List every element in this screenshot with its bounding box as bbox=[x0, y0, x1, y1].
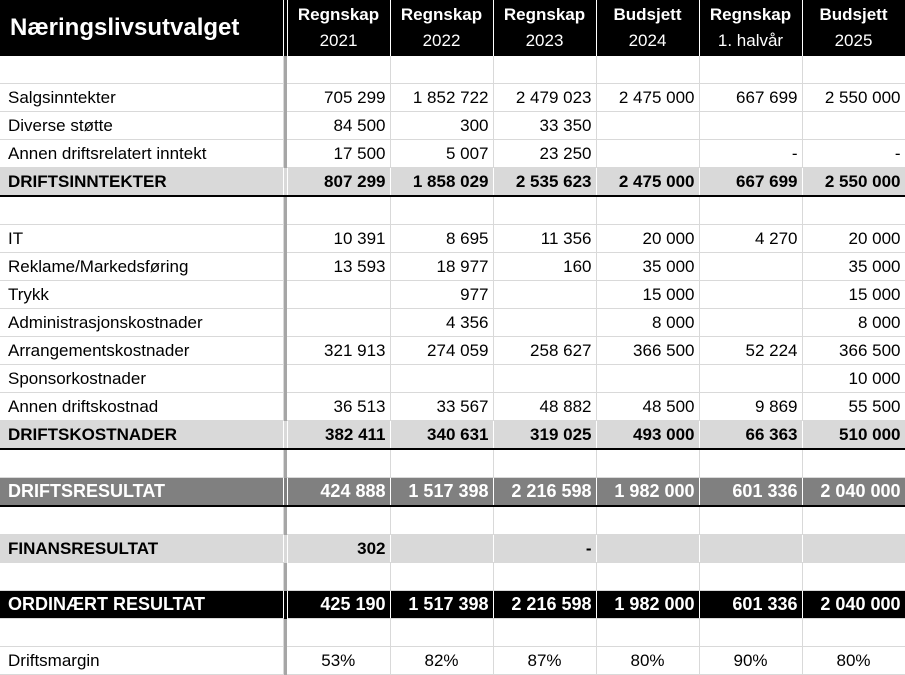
value-cell[interactable] bbox=[699, 112, 802, 140]
table-row bbox=[0, 84, 905, 112]
table-row bbox=[0, 365, 905, 393]
value-cell[interactable] bbox=[699, 196, 802, 225]
table-row bbox=[0, 309, 905, 337]
value-cell[interactable]: 48 882 bbox=[493, 393, 596, 421]
row-label[interactable] bbox=[0, 619, 283, 647]
value-cell[interactable] bbox=[699, 449, 802, 478]
table-row bbox=[0, 281, 905, 309]
value-cell[interactable]: 2 040 000 bbox=[802, 478, 905, 507]
value-cell[interactable] bbox=[596, 365, 699, 393]
value-cell[interactable] bbox=[287, 309, 390, 337]
column-header-line1: Budsjett bbox=[613, 5, 682, 24]
value-cell[interactable]: 300 bbox=[390, 112, 493, 140]
value-cell[interactable] bbox=[802, 449, 905, 478]
value-cell[interactable]: - bbox=[699, 140, 802, 168]
column-header-line2: 1. halvår bbox=[717, 31, 784, 50]
value-cell[interactable]: 1 858 029 bbox=[390, 168, 493, 197]
value-cell[interactable]: 340 631 bbox=[390, 421, 493, 450]
value-cell[interactable] bbox=[493, 196, 596, 225]
value-cell[interactable] bbox=[802, 506, 905, 535]
column-header[interactable] bbox=[699, 0, 802, 56]
value-cell[interactable]: 82% bbox=[390, 647, 493, 675]
column-header[interactable] bbox=[596, 0, 699, 56]
row-label[interactable]: Sponsorkostnader bbox=[0, 365, 283, 393]
value-cell[interactable]: 52 224 bbox=[699, 337, 802, 365]
row-label[interactable]: DRIFTSKOSTNADER bbox=[0, 421, 283, 450]
value-cell[interactable]: 87% bbox=[493, 647, 596, 675]
value-cell[interactable] bbox=[699, 56, 802, 84]
table-row bbox=[0, 337, 905, 365]
column-header-line2: 2023 bbox=[525, 31, 564, 50]
value-cell[interactable] bbox=[699, 535, 802, 563]
value-cell[interactable] bbox=[699, 253, 802, 281]
row-label[interactable]: Annen driftskostnad bbox=[0, 393, 283, 421]
value-cell[interactable]: 66 363 bbox=[699, 421, 802, 450]
value-cell[interactable]: 17 500 bbox=[287, 140, 390, 168]
header-row bbox=[0, 0, 905, 56]
value-cell[interactable]: 302 bbox=[287, 535, 390, 563]
value-cell[interactable]: 33 567 bbox=[390, 393, 493, 421]
value-cell[interactable] bbox=[390, 535, 493, 563]
value-cell[interactable] bbox=[287, 563, 390, 591]
value-cell[interactable] bbox=[802, 535, 905, 563]
value-cell[interactable]: 13 593 bbox=[287, 253, 390, 281]
value-cell[interactable]: 53% bbox=[287, 647, 390, 675]
value-cell[interactable]: 36 513 bbox=[287, 393, 390, 421]
value-cell[interactable]: 2 550 000 bbox=[802, 84, 905, 112]
value-cell[interactable] bbox=[802, 563, 905, 591]
value-cell[interactable]: 1 982 000 bbox=[596, 478, 699, 507]
column-header[interactable] bbox=[287, 0, 390, 56]
value-cell[interactable] bbox=[596, 112, 699, 140]
value-cell[interactable] bbox=[802, 196, 905, 225]
column-header[interactable] bbox=[390, 0, 493, 56]
value-cell[interactable] bbox=[596, 196, 699, 225]
value-cell[interactable]: 2 550 000 bbox=[802, 168, 905, 197]
value-cell[interactable] bbox=[390, 365, 493, 393]
value-cell[interactable] bbox=[699, 281, 802, 309]
value-cell[interactable] bbox=[802, 619, 905, 647]
row-label[interactable]: Driftsmargin bbox=[0, 647, 283, 675]
value-cell[interactable]: 2 479 023 bbox=[493, 84, 596, 112]
value-cell[interactable]: 382 411 bbox=[287, 421, 390, 450]
column-header-line1: Regnskap bbox=[709, 5, 792, 24]
value-cell[interactable]: 1 982 000 bbox=[596, 591, 699, 619]
value-cell[interactable]: 258 627 bbox=[493, 337, 596, 365]
value-cell[interactable] bbox=[493, 309, 596, 337]
column-header-line1: Regnskap bbox=[400, 5, 483, 24]
row-label[interactable]: Trykk bbox=[0, 281, 283, 309]
value-cell[interactable] bbox=[596, 563, 699, 591]
ordinary-result-row bbox=[0, 591, 905, 619]
value-cell[interactable] bbox=[390, 449, 493, 478]
value-cell[interactable]: 319 025 bbox=[493, 421, 596, 450]
row-label[interactable]: Arrangementskostnader bbox=[0, 337, 283, 365]
value-cell[interactable] bbox=[699, 619, 802, 647]
value-cell[interactable]: 8 695 bbox=[390, 225, 493, 253]
row-label[interactable]: DRIFTSRESULTAT bbox=[0, 478, 283, 507]
value-cell[interactable] bbox=[596, 449, 699, 478]
row-label[interactable]: DRIFTSINNTEKTER bbox=[0, 168, 283, 197]
value-cell[interactable] bbox=[699, 309, 802, 337]
value-cell[interactable] bbox=[596, 619, 699, 647]
row-label[interactable] bbox=[0, 506, 283, 535]
value-cell[interactable]: 23 250 bbox=[493, 140, 596, 168]
column-header-line2: 2022 bbox=[422, 31, 461, 50]
value-cell[interactable] bbox=[699, 506, 802, 535]
table-row bbox=[0, 225, 905, 253]
value-cell[interactable]: 321 913 bbox=[287, 337, 390, 365]
value-cell[interactable] bbox=[802, 56, 905, 84]
value-cell[interactable] bbox=[699, 365, 802, 393]
value-cell[interactable] bbox=[493, 619, 596, 647]
value-cell[interactable] bbox=[390, 56, 493, 84]
row-label[interactable]: Annen driftsrelatert inntekt bbox=[0, 140, 283, 168]
value-cell[interactable] bbox=[287, 506, 390, 535]
row-label[interactable] bbox=[0, 56, 283, 84]
value-cell[interactable] bbox=[596, 140, 699, 168]
value-cell[interactable]: 2 475 000 bbox=[596, 84, 699, 112]
total-row-costs bbox=[0, 421, 905, 450]
value-cell[interactable] bbox=[390, 563, 493, 591]
value-cell[interactable]: 1 517 398 bbox=[390, 591, 493, 619]
value-cell[interactable]: 9 869 bbox=[699, 393, 802, 421]
value-cell[interactable]: 4 270 bbox=[699, 225, 802, 253]
row-label[interactable]: Administrasjonskostnader bbox=[0, 309, 283, 337]
value-cell[interactable]: 274 059 bbox=[390, 337, 493, 365]
column-header-line1: Budsjett bbox=[819, 5, 888, 24]
row-label[interactable] bbox=[0, 449, 283, 478]
value-cell[interactable]: 2 216 598 bbox=[493, 591, 596, 619]
value-cell[interactable]: 5 007 bbox=[390, 140, 493, 168]
value-cell[interactable]: 80% bbox=[802, 647, 905, 675]
value-cell[interactable]: 20 000 bbox=[802, 225, 905, 253]
value-cell[interactable]: 11 356 bbox=[493, 225, 596, 253]
value-cell[interactable]: 55 500 bbox=[802, 393, 905, 421]
value-cell[interactable] bbox=[596, 506, 699, 535]
blank-row bbox=[0, 196, 905, 225]
row-label[interactable] bbox=[0, 563, 283, 591]
value-cell[interactable] bbox=[493, 506, 596, 535]
value-cell[interactable] bbox=[596, 56, 699, 84]
value-cell[interactable]: 8 000 bbox=[596, 309, 699, 337]
value-cell[interactable]: 977 bbox=[390, 281, 493, 309]
value-cell[interactable]: 1 852 722 bbox=[390, 84, 493, 112]
value-cell[interactable] bbox=[390, 196, 493, 225]
value-cell[interactable]: 15 000 bbox=[802, 281, 905, 309]
value-cell[interactable]: 366 500 bbox=[596, 337, 699, 365]
value-cell[interactable] bbox=[493, 563, 596, 591]
margin-row bbox=[0, 647, 905, 675]
row-label[interactable]: Salgsinntekter bbox=[0, 84, 283, 112]
blank-row bbox=[0, 506, 905, 535]
value-cell[interactable]: 2 216 598 bbox=[493, 478, 596, 507]
financial-result-row bbox=[0, 535, 905, 563]
value-cell[interactable] bbox=[287, 619, 390, 647]
column-header-line1: Regnskap bbox=[503, 5, 586, 24]
value-cell[interactable]: 705 299 bbox=[287, 84, 390, 112]
row-label[interactable]: IT bbox=[0, 225, 283, 253]
value-cell[interactable] bbox=[390, 506, 493, 535]
table-row bbox=[0, 140, 905, 168]
column-header-line1: Regnskap bbox=[297, 5, 380, 24]
value-cell[interactable]: 84 500 bbox=[287, 112, 390, 140]
value-cell[interactable]: 807 299 bbox=[287, 168, 390, 197]
value-cell[interactable]: 15 000 bbox=[596, 281, 699, 309]
value-cell[interactable]: 48 500 bbox=[596, 393, 699, 421]
value-cell[interactable] bbox=[596, 535, 699, 563]
value-cell[interactable]: 33 350 bbox=[493, 112, 596, 140]
value-cell[interactable] bbox=[493, 449, 596, 478]
value-cell[interactable]: 510 000 bbox=[802, 421, 905, 450]
value-cell[interactable]: 35 000 bbox=[596, 253, 699, 281]
value-cell[interactable]: 366 500 bbox=[802, 337, 905, 365]
blank-row bbox=[0, 563, 905, 591]
value-cell[interactable]: 667 699 bbox=[699, 168, 802, 197]
value-cell[interactable]: 424 888 bbox=[287, 478, 390, 507]
value-cell[interactable]: 601 336 bbox=[699, 591, 802, 619]
table-row bbox=[0, 393, 905, 421]
value-cell[interactable] bbox=[390, 619, 493, 647]
row-label[interactable]: Diverse støtte bbox=[0, 112, 283, 140]
value-cell[interactable]: 160 bbox=[493, 253, 596, 281]
value-cell[interactable]: 667 699 bbox=[699, 84, 802, 112]
value-cell[interactable]: 1 517 398 bbox=[390, 478, 493, 507]
value-cell[interactable]: 2 475 000 bbox=[596, 168, 699, 197]
column-header-line2: 2024 bbox=[628, 31, 667, 50]
value-cell[interactable]: - bbox=[493, 535, 596, 563]
blank-row bbox=[0, 449, 905, 478]
value-cell[interactable] bbox=[493, 56, 596, 84]
column-header[interactable] bbox=[493, 0, 596, 56]
value-cell[interactable]: 18 977 bbox=[390, 253, 493, 281]
value-cell[interactable] bbox=[493, 365, 596, 393]
value-cell[interactable]: 90% bbox=[699, 647, 802, 675]
value-cell[interactable]: 35 000 bbox=[802, 253, 905, 281]
value-cell[interactable]: 4 356 bbox=[390, 309, 493, 337]
value-cell[interactable] bbox=[699, 563, 802, 591]
value-cell[interactable]: - bbox=[802, 140, 905, 168]
value-cell[interactable]: 80% bbox=[596, 647, 699, 675]
row-label[interactable]: FINANSRESULTAT bbox=[0, 535, 283, 563]
value-cell[interactable] bbox=[287, 196, 390, 225]
table-row bbox=[0, 253, 905, 281]
value-cell[interactable] bbox=[802, 112, 905, 140]
value-cell[interactable] bbox=[287, 449, 390, 478]
table-title[interactable]: Næringslivsutvalget bbox=[0, 0, 283, 56]
value-cell[interactable]: 10 391 bbox=[287, 225, 390, 253]
value-cell[interactable]: 10 000 bbox=[802, 365, 905, 393]
value-cell[interactable] bbox=[287, 365, 390, 393]
column-header-line2: 2025 bbox=[834, 31, 873, 50]
value-cell[interactable]: 8 000 bbox=[802, 309, 905, 337]
column-header[interactable] bbox=[802, 0, 905, 56]
value-cell[interactable] bbox=[493, 281, 596, 309]
row-label[interactable]: Reklame/Markedsføring bbox=[0, 253, 283, 281]
value-cell[interactable]: 2 040 000 bbox=[802, 591, 905, 619]
value-cell[interactable]: 20 000 bbox=[596, 225, 699, 253]
value-cell[interactable]: 493 000 bbox=[596, 421, 699, 450]
row-label[interactable]: ORDINÆRT RESULTAT bbox=[0, 591, 283, 619]
value-cell[interactable]: 601 336 bbox=[699, 478, 802, 507]
operating-result-row bbox=[0, 478, 905, 507]
total-row-income bbox=[0, 168, 905, 197]
value-cell[interactable] bbox=[287, 281, 390, 309]
blank-row bbox=[0, 56, 905, 84]
table-row bbox=[0, 112, 905, 140]
value-cell[interactable]: 2 535 623 bbox=[493, 168, 596, 197]
value-cell[interactable]: 425 190 bbox=[287, 591, 390, 619]
value-cell[interactable] bbox=[287, 56, 390, 84]
blank-row bbox=[0, 619, 905, 647]
column-header-line2: 2021 bbox=[319, 31, 358, 50]
row-label[interactable] bbox=[0, 196, 283, 225]
